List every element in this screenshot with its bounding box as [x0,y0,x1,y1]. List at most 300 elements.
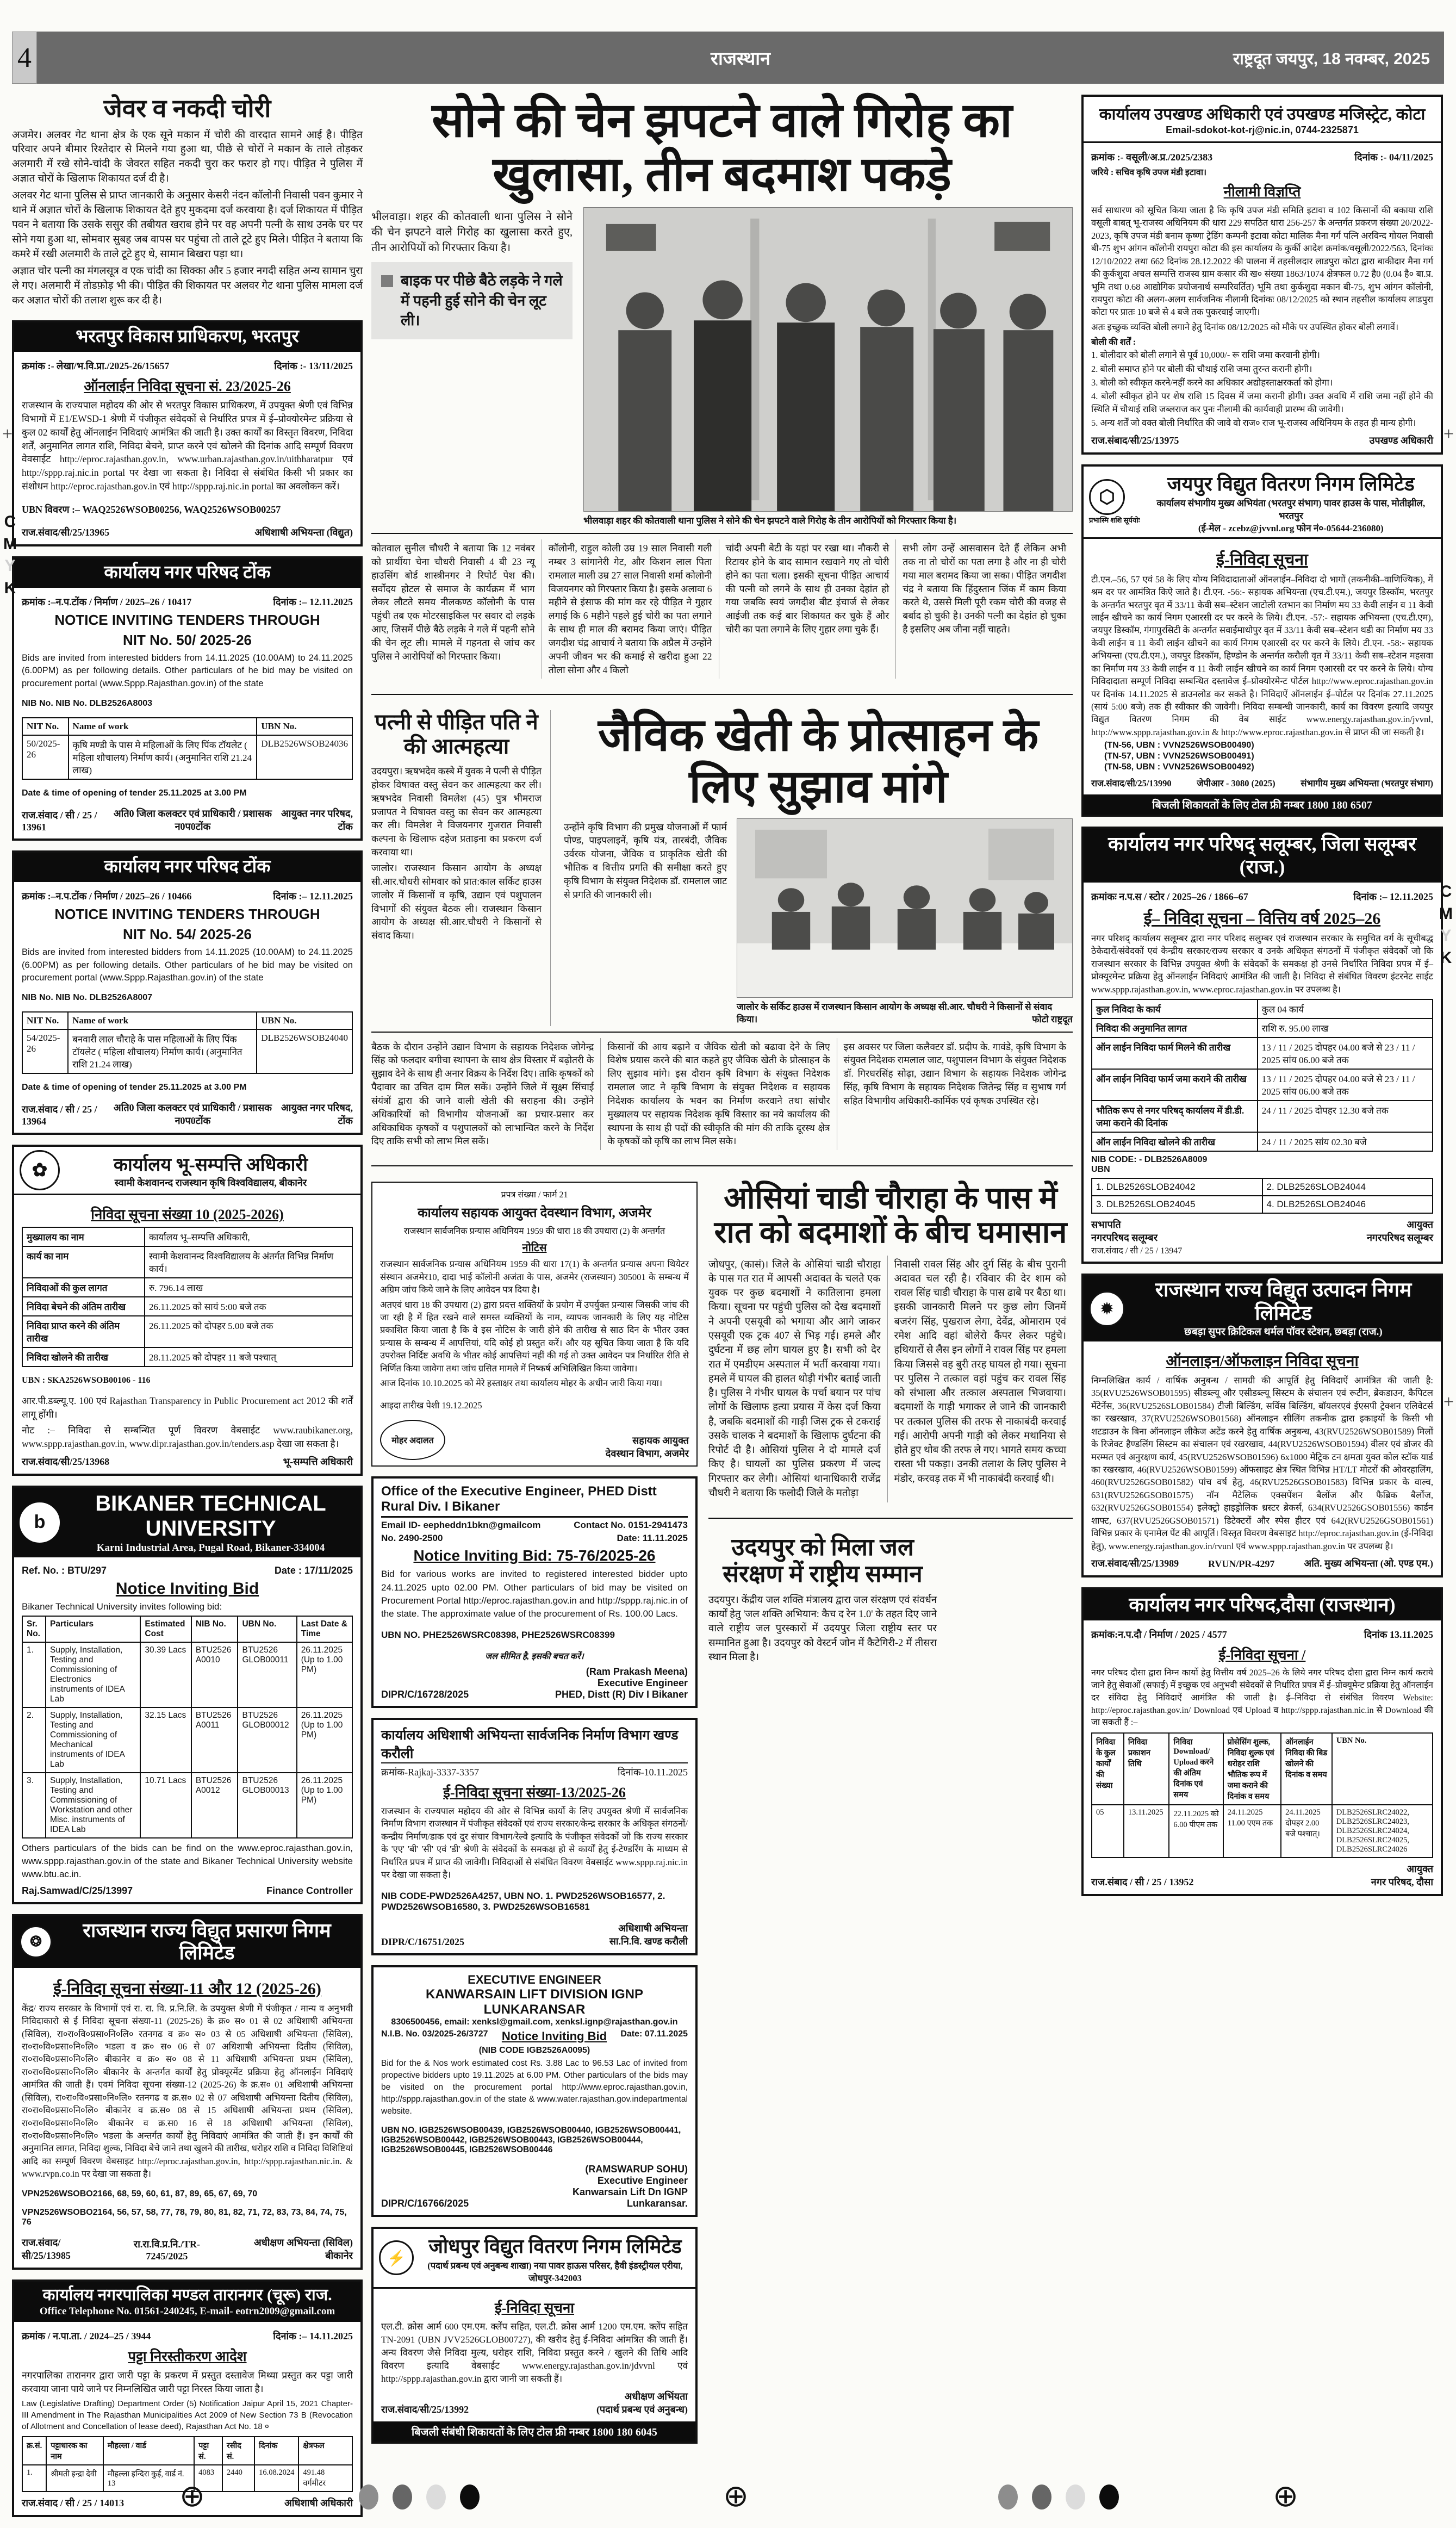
notice-title: BIKANER TECHNICAL UNIVERSITY [95,1491,326,1541]
col-header: रसीद सं. [222,2437,254,2465]
article-jewellery-theft [12,95,363,310]
meeting-photo-figure [737,818,1073,1026]
center-notices [371,1182,698,2444]
notice-date: Date: 07.11.2025 [620,2029,688,2039]
table-row [1092,1178,1433,1196]
press-code: राज.संवाद/सी/25/13968 [22,1456,110,1467]
press-code: राज.संवाद/सी/25/13965 [22,526,110,538]
signatory-name: (RAMSWARUP SOHU) [585,2163,688,2175]
body-column: जोधपुर, (कासं)। जिले के ओसियां चाडी चौराहा के पास गत रात में आपसी अदावत के चलते एक युवक पर कुछ बदमाशों ने कातिलाना हमला किया। सूचना पर पहुंची पुलिस को देख बदमाशों ने अपनी एसयूवी को भगाया और आगे जाकर एसयूवी एक ट्रक 407 से भिड़ गई। हमले और दुर्घटना में छह लोग घायल हुए है। सभी को देर रात में एमडीएम अस्पताल में भर्ती करवाया गया। हमले में घायल की हालत थोड़ी गंभीर बताई जाती है। पुलिस ने गंभीर घायल के पर्चा बयान पर पांच लोगों के खिलाफ हत्या प्रयास में केस दर्ज किया है, जबकि बदमाशों की गाड़ी जिस ट्रक से टकराई उसके चालक ने बदमाशों के खिलाफ दुर्घटना की रिपोर्ट दी है। ओसियां पुलिस ने दो मामले दर्ज किए है। घायलों का पुलिस प्रकरण में जल्द गिरफ्तार कर लेगी। ओसियां थानाधिकारी राजेंद्र चौधरी ने बताया कि फलोदी जिले के मतोड़ा [708,1259,881,1499]
signatory-office: नगरपरिषद सलूम्बर [1091,1232,1158,1244]
cell: 30.39 Lacs [140,1642,191,1707]
cell: Supply, Installation, Testing and Commissioning of Electronics instruments of IDEA Lab [46,1642,140,1707]
notice-note: नोट :– निविदा से सम्बन्धित पूर्ण विवरण वेबसाईट www.raubikaner.org, www.sppp.rajasthan.gov.in, www.dipr.rajasthan.gov.in/tenders.asp देखा जा सकता है। [22,1425,353,1449]
body-column: बैठक के दौरान उन्होंने उद्यान विभाग के सहायक निदेशक जोगेन्द्र सिंह को फलदार बगीचा स्थापना के साथ क्षेत्र विस्तार में बढ़ोतरी के सुझाव देने के साथ ही अनार विक्रय के निर्देश दिए। ताकि कृषकों को पैदावार का उचित दाम मिल सकें। उन्होंने जिले में सूक्ष्म सिंचाई संयंत्रों द्वारा की जाने वाली खेती की सराहना की। उन्होंने अधिकारियों को विभागीय योजनाओं का प्रचार-प्रसार कर अधिकाधिक कृषकों व पशुपालकों को लाभान्वित करने के निर्देश दिए ताकि सभी को लाभ मिल सकें। [371,1041,594,1147]
term-item: 3. बोली को स्वीकृत करने/नहीं करने का अधिकार अद्योहस्ताक्षरकर्ता को होगा। [1091,377,1333,388]
cell: 1. DLB2526SLOB24042 [1092,1178,1262,1196]
notice-body: राजस्थान के राज्यपाल महोदय की ओर से भरतपुर विकास प्राधिकरण, में उपयुक्त श्रेणी एवं विभिन्न विभागों में E1/EWSD-1 श्रेणी में पंजीकृत संवेदकों से निर्धारित प्रपत्र में ई–प्रोक्योरमेन्ट प्रक्रिया से कुल 02 कार्यों हेतु ऑनलाईन निविदाएं आमंत्रित की जाती है। उक्त कार्यों का विस्तृत विवरण, निविदा शर्तें, अनुमानित लागत राशि, निविदा बेचने, प्राप्त करने एवं खोलने की दिनांक आदि सम्पूर्ण विवरण वेवसाईट http://eproc.rajasthan.gov.in, www.urban.rajasthan.gov.in/uitbharatpur एवं http://sppp.raj.nic.in portal पर देखा जा सकता है। निविदा से संबंधित किसी भी प्रकार का संशोधन http://eproc.rajasthan.gov.in एवं http://sppp.raj.nic.in portal का अवलोकन करें। [22,400,353,492]
ubn-list: UBN : SKA2526WSOB00106 - 116 [22,1376,151,1386]
cell: 3. DLB2526SLOB24045 [1092,1196,1262,1213]
cell: निविदा प्राप्त करने की अंतिम तारीख [22,1316,145,1347]
office-code: रा.रा.वि.प्र.नि./TR-7245/2025 [133,2238,200,2262]
notice-ref: Ref. No. : BTU/297 [22,1564,107,1576]
terms-heading: बोली की शर्तें : [1091,338,1136,347]
tollfree-strip: बिजली संबंधी शिकायतों के लिए टोल फ्री नम्बर 1800 180 6045 [374,2421,695,2442]
main-headline: सोने की चेन झपटने वाले गिरोह का खुलासा, तीन बदमाश पकड़े [432,95,1012,201]
article-paragraph: अलवर गेट थाना पुलिस से प्राप्त जानकारी के अनुसार केसरी नंदन कॉलोनी निवासी पवन कुमार ने थाने में अज्ञात चोरों के खिलाफ शिकायत देते हुए मुकदमा दर्ज करवाया है। दर्ज शिकायत में पीड़ित पवन ने बताया कि उसके ससुर की तबीयत खराब होने पर वह अपनी पत्नी के साथ उनके घर पर सोने गया हुआ था, सोमवार सुबह जब वापस घर पहुंचा तो ताले टूटे हुए मिले। पीड़ित ने बताया कि कमरे में रखी अलमारी के ताले टूटे हुए थे, सामान बिखरा पड़ा था। [12,190,363,260]
cell: 24 / 11 / 2025 दोपहर 12.30 बजे तक [1258,1101,1433,1132]
notice-body: टी.एन.–56, 57 एवं 58 के लिए योग्य निविदादाताओं ऑनलाईन–निविदा दो भागों (तकनीकी–वाणिज्यिक), में श्रम दर पर आमंत्रित किऐ जाते है। टी.एन. -56:- सहायक अभियन्ता (एच.टी.एम.), जयपुर डिस्कॉम, भरतपुर के अन्तर्गत भरतपुर वृत में 33/11 केवी सब–स्टेशन जाटोली रतभान का निर्माण मय 33 केवी लाईन व 11 केवी लाईन खीचने का कार्य निगम एआरसी दर पर करने के लिये। टी.एन. -57:- सहायक अभियन्ता (एच.टी.एम), जयपुर डिस्कॉम, गंगापुरसिटी के अन्तर्गत सवाईमाधोपुर वृत में 33/11 केवी सब–स्टेशन थडी का निर्माण मय 33 केवी लाईन व 11 केवी लाईन खीचने का कार्य निगम एआरसी दर पर करने के लिये। टी.एन. -58:- सहायक अभियन्ता (एच.टी.एम.), जयपुर डिस्कॉम, हिण्डोन के अन्तर्गत करौली वृत में 33/11 केवी सब–स्टेशन महसवा का निर्माण मय 33 केवी लाईन व 11 केवी लाईन खीचने का कार्य निगम एआरसी दर पर करने के लिये। योग्य निविदादाता सम्पूर्ण निविदा सम्बन्धित दस्तावेज ई–प्रोक्योरमेन्ट पोर्टल http://www.eproc.rajasthan.gov.in पर दिनांक 14.11.2025 से डाउनलोड कर सकते है। निविदाऐं ऑनलाईन ई–पोर्टल पर दिनांक 27.11.2025 (सायं 5:00 बजे) तक ही स्वीकार की जावेगी। निविदा सम्बन्धी जानकारी, कार्य का विवरण इत्यादि जयपुर विद्युत वितरण निगम की वेब साईट www.energy.rajasthan.gov.in/jvvnl, http://www.sppp.rajasthan.gov.in & http://www.eproc.rajasthan.gov.in से प्राप्त की जा सकती है। [1091,574,1433,737]
caption-text: जालोर के सर्किट हाउस में राजस्थान किसान आयोग के अध्यक्ष सी.आर. चौधरी ने किसानों से संवाद किया। [737,1001,1053,1024]
notice-heading: Notice Inviting Bid: 75-76/2025-26 [413,1547,656,1564]
notice-intro: Bikaner Technical University invites following bid: [22,1601,222,1612]
cell: BTU2526 A0010 [191,1642,238,1707]
cell: कार्यालय भू–सम्पत्ति अधिकारी, [145,1227,352,1246]
table-row [22,1642,352,1707]
col-header: Estimated Cost [140,1616,191,1642]
article-paragraph: अज्ञात चोर पत्नी का मंगलसूत्र व एक चांदी का सिक्का और 5 हजार नगदी सहित अन्य सामान चुरा ले गए। अलमारी में तोडफ़ोड़ भी की। पीड़ित की शिकायत पर अलवर गेट थाना पुलिस मामला दर्ज कर अज्ञात चोरों की तलाश शुरू कर दी है। [12,265,363,307]
table-row [22,1297,352,1316]
table-row [1092,1018,1433,1038]
body-column: कोतवाल सुनील चौधरी ने बताया कि 12 नवंबर को प्रार्थीया चेना चौधरी निवासी 4 बी 23 न्यू हाउसिंग बोर्ड शास्त्रीनगर ने रिपोर्ट पेश की। सर्वोदय होटल से समाज के कार्यक्रम में भाग लेकर लौटते समय नीलकण्ठ कॉलोनी के पास पहुंची तब एक मोटरसाइकिल पर सवार दो लड़के आए, जिसमें पीछे बैठे लड़के ने गले में पहनी सोने की चेन लूट ली। मामले में गहनता से जांच कर पुलिस ने आरोपियों को गिरफ्तार किया। [371,543,535,662]
office-contact: 8306500456, email: xenksl@gmail.com, xenksl.ignp@rajasthan.gov.in [391,2017,678,2027]
edition-dateline: राष्ट्रदूत जयपुर, 18 नवम्बर, 2025 [1233,49,1430,68]
notice-salumber [1081,827,1443,1264]
notice-date: दिनांक 13.11.2025 [1364,1629,1433,1641]
tender-table [22,1011,353,1074]
notice-title: जयपुर विद्युत वितरण निगम लिमिटेड [1167,473,1415,495]
cell: 13 / 11 / 2025 दोपहर 04.00 बजे से 23 / 11 / 2025 सांय 06.00 बजे तक [1258,1038,1433,1069]
signatory: सभापति [1091,1219,1121,1231]
cell: 491.48 वर्गमीटर [298,2465,352,2492]
cell: 05 [1092,1805,1124,1858]
signatory: अधीक्षण अभियन्ता (सिविल) बीकानेर [253,2237,353,2261]
tn-ubn: (TN-56, UBN : VVN2526WSOB00490) [1104,741,1254,750]
cell: 22.11.2025 को 6.00 पीएम तक [1169,1805,1223,1858]
press-code: Raj.Samwad/C/25/13997 [22,1885,133,1896]
notice-heading: पट्टा निरस्तीकरण आदेश [128,2349,247,2365]
notice-body: राजस्थान के राज्यपाल महोदय की ओर से विभिन्न कार्यो के लिए उपयुक्त श्रेणी में सार्वजनिक निर्माण विभाग राजस्थान में पंजीकृत संवेदकों एवं राज्य सरकार/केन्द्र सरकार के अधिकृत संगठनों/कन्द्रीय निर्माण/डाक एवं दुर संचार विभाग/रेल्वे इत्यादि के पंजीकृत संवेदकों जो कि राज्य सरकार के 'एए' 'बी' 'सी' एवं 'डी' श्रेणी के संवेदकों के समकक्ष हो से कार्यों हेतु ई-टेण्डरिंग के माध्यम से निर्धारित प्रपत्र में प्राप्त की जावेगी। निविदाओं से संबंधित विवरण वेबसाईट www.sppp.raj.nic.in पर देखा जा सकता है। [381,1805,688,1880]
table-row [22,1227,352,1246]
col-header: Sr. No. [22,1616,46,1642]
nit-number: NIT No. 50/ 2025-26 [123,631,252,648]
tn-ubn: (TN-57, UBN : VVN2526WSOB00491) [1104,751,1254,761]
color-bar-left [359,2484,480,2510]
notice-title: कार्यालय उपखण्ड अधिकारी एवं उपखण्ड मजिस्ट्रेट, कोटा [1099,105,1426,123]
article-body-columns [371,1038,1073,1151]
cell: ऑन लाईन निविदा फार्म मिलने की तारीख [1092,1038,1258,1069]
table-row [22,1316,352,1347]
press-code: राज.संवाद/सी/25/13990 [1091,778,1172,789]
signatory: अधिशाषी अभियन्ता [618,1922,688,1934]
notice-via: जरिये : सचिव कृषि उपज मंडी इटावा। [1091,168,1207,177]
notice-date: दिनांक :- 04/11/2025 [1354,152,1433,163]
cell: रु. 796.14 लाख [145,1278,352,1297]
cell: 24.11.2025 दोपहर 2.00 बजे पश्चात्। [1281,1805,1332,1858]
cell: मुख्यालय का नाम [22,1227,145,1246]
col-header: प्रोसेसिंग शुल्क, निविदा शुल्क एवं धरोहर राशि भौतिक रूप में जमा कराने की दिनांक व समय [1223,1733,1281,1805]
col-header: दिनांक [254,2437,298,2465]
body-column: कॉलोनी, राहुल कोली उम्र 19 साल निवासी गली नम्बर 3 सांगानेरी गेट, और किशन लाल पिता रामलाल माली उम्र 27 साल निवासी शर्मा कोलोनी विजयनगर को गिरफ्तार किया है। इसके अलावा 6 महीने से इंसाफ की मांग कर रहे पीड़ित ने गुहार लगाई कि 6 महीने पहले हुई चोरी का पता लगाने के साथ ही माल की बरामद किया जाएं। पीड़ित जगदीश चंद्र आचार्य ने बताया कि अप्रैल में उन्होंने अपनी जीवन भर की कमाई से खरीदा हुआ 22 तोला सोना और 4 किलो [548,543,712,675]
signatory: आयुक्त [1407,1219,1433,1231]
notice-rvpn [12,1914,363,2270]
notice-jvvnl-bharatpur [1081,464,1443,817]
table-row [22,1347,352,1367]
cell: 4. DLB2526SLOB24046 [1262,1196,1433,1213]
notice-heading: नीलामी विज्ञप्ति [1223,184,1301,200]
signatory: Finance Controller [266,1885,353,1896]
body-column: इस अवसर पर जिला कलैक्टर डॉ. प्रदीप के. गावंडे, कृषि विभाग के संयुक्त निदेशक रामलाल जाट, पशुपालन विभाग के संयुक्त निदेशक डॉ. गिरधरसिंह सोढ़ा, उद्यान विभाग के सहायक निदेशक जोगेन्द्र सिंह, कृषि विभाग के सहायक निदेशक जितेन्द्र सिंह व सुभाष गर्ग सहित विभागीय अधिकारी-कार्मिक एवं कृषक उपस्थित रहे। [843,1041,1066,1106]
tender-details-table [1091,999,1433,1152]
notice-heading: Notice Inviting Bid [115,1579,259,1598]
signatory: अधीक्षण अभिंयता [624,2391,688,2402]
nib-number: NIB No. NIB No. DLB2526A8007 [22,993,153,1003]
notice-subtitle: कार्यालय संभागीय मुख्य अभियंता (भरतपुर संभाग) पावर हाउस के पास, मोतीझील, भरतपुर [1156,498,1426,521]
left-column [12,95,363,2517]
table-row [1092,999,1433,1018]
cell: DLB2526WSOB24040 [257,1029,352,1073]
notice-bikaner-technical-university [12,1486,363,1904]
notice-title-line2: KANWARSAIN LIFT DIVISION IGNP LUNKARANSAR [425,1986,643,2017]
notice-subtitle: Office Telephone No. 01561-240245, E-mail- eotrn2009@gmail.com [39,2306,335,2318]
press-code: राज.संवाद / सी / 25 / 13947 [1091,1246,1183,1256]
article-paragraph: अजमेर। अलवर गेट थाना क्षेत्र के एक सूने मकान में चोरी की वारदात सामने आई है। पीड़ित परिवार अपने बीमार रिश्तेदार से मिलने गया हुआ था, पीछे से चोरों ने मकान के ताले तोड़कर अलमारी में रखे सोने-चांदी के जेवरत सहित नकदी चुरा कर फरार हो गए। पीड़ित ने पुलिस में अज्ञात चोरों के खिलाफ शिकायत दर्ज दी है। [12,129,363,185]
cell: BTU2526 A0012 [191,1773,238,1838]
notice-subtitle: (पदार्थ प्रबन्ध एवं अनुबन्ध शाखा) नया पावर हाऊस परिसर, हैवी इंडस्ट्रीयल एरीया, जोधपुर-342003 [427,2260,683,2283]
section-title: राजस्थान [711,48,770,69]
btu-logo-icon: b [20,1502,60,1543]
notice-kanwarsain-lift [371,1965,698,2217]
center-articles [708,1182,1073,1667]
col-header: पट्टा सं. [194,2437,222,2465]
signatory: अति. मुख्य अभियन्ता (ओ. एण्ड एम.) [1304,1557,1433,1569]
body-column: किसानों की आय बढ़ाने व जैविक खेती को बढावा देने के लिए विशेष प्रयास करने की बात कहते हुए जैविक खेती के प्रोत्साहन के लिए सुझाव मांगे। इस दौरान कृषि विभाग के संयुक्त निदेशक रामलाल जाट ने कृषि विभाग के संयुक्त निदेशक व सहायक निदेशक कार्यालय के भवन का निर्माण करवाने तथा सांचौर मुख्यालय पर सहायक निदेशक कृषि विस्तार का नये कार्यालय की स्थापना के साथ ही पदों की स्वीकृति की मांग की ताकि दूरस्थ क्षेत्र के कृषकों को कृषि का लाभ मिल सके। [607,1041,830,1147]
cell: BTU2526 A0011 [191,1707,238,1773]
notice-body: आज दिनांक 10.10.2025 को मेरे हस्ताक्षर तथा कार्यालय मोहर के अधीन जारी किया गया। [380,1378,663,1389]
article-organic-farming [371,710,1073,1150]
col-header: Name of work [68,1012,257,1029]
notice-jdvvnl [371,2227,698,2444]
table-row [1092,1101,1433,1132]
col-header: NIT No. [22,1012,68,1029]
university-logo-icon: ✿ [20,1150,60,1190]
pull-quote [371,262,573,339]
table-row [22,1278,352,1297]
term-item: 2. बोली समाप्त होने पर बोली की चौथाई राशि जमा तुरन्त करानी होगी। [1091,363,1312,374]
meeting-photo [737,818,1073,998]
photo-illustration [584,208,1072,511]
cell: 26.11.2025 (Up to 1.00 PM) [297,1707,352,1773]
cell: निविदा बेचने की अंतिम तारीख [22,1297,145,1316]
col-header: ऑनलाईन निविदा की बिड खोलने की दिनांक व समय [1281,1733,1332,1805]
notice-land-property-officer [12,1145,363,1475]
col-header: NIB No. [191,1616,238,1642]
signatory-office: PHED, Distt (R) Div I Bikaner [555,1688,688,1700]
signatory: आयुक्त नगर परिषद, टोंक [281,1102,353,1127]
article-headline: पत्नी से पीड़ित पति ने की आत्महत्या [375,710,538,759]
cell: BTU2526 GLOB00013 [238,1773,296,1838]
photo-credit: फोटो राष्ट्रदूत [1032,1014,1073,1024]
signatory: उपखण्ड अधिकारी [1369,434,1433,446]
signatory: अति0 जिला कलक्टर एवं प्राधिकारी / प्रशासक न0प0टोंक [113,808,272,833]
notice-phed-bikaner [371,1476,698,1708]
col-header: निविदा के कुल कार्यों की संख्या [1092,1733,1124,1805]
notice-heading: NOTICE INVITING TENDERS THROUGH [54,611,320,628]
nib-ref: N.I.B. No. 03/2025-26/3727 [381,2029,488,2039]
cell: ऑन लाईन निविदा खोलने की तारीख [1092,1132,1258,1151]
cmyk-mark-left: C M Y K [3,513,17,597]
notice-rvun-chhabra [1081,1274,1443,1577]
signatory: आयुक्त [1407,1863,1433,1874]
cell: कृषि मण्डी के पास मे महिलाओं के लिए पिंक टॉयलेट ( महिला शौचालय) निर्माण कार्य। (अनुमानित राशि 21.24 लाख) [69,735,257,779]
article-headline: उदयपुर को मिला जल संरक्षण में राष्ट्रीय सम्मान [723,1534,923,1588]
notice-body: अतः इच्छुक व्यक्ति बोली लगाने हेतु दिनांक 08/12/2025 को मौके पर उपस्थित होकर बोली लगावें। [1091,321,1399,332]
notice-title: जोधपुर विद्युत वितरण निगम लिमिटेड [428,2235,682,2257]
col-header: मौहल्ला / वार्ड [103,2437,194,2465]
cell: निविदा खोलने की तारीख [22,1347,145,1367]
photo-caption: भीलवाड़ा शहर की कोतवाली थाना पुलिस ने सोने की चेन झपटने वाले गिरोह के तीन आरोपियों को गिरफ्तार किया है। [583,515,957,526]
jdvvnl-logo-icon: ⚡ [379,2240,414,2275]
table-row [1092,1132,1433,1151]
cell: 1. [22,2465,46,2492]
notice-ref: क्रमांक-Rajkaj-3337-3357 [381,1766,480,1778]
notice-body: अतएवं धारा 18 की उपधारा (2) द्वारा प्रदत्त शक्तियों के प्रयोग में उपर्युक्त प्रन्यास जिसकी जांच की जा रही है में हित रखने वाले समस्त व्यक्तियों के नाम, व्यापक जानकारी के लिए यह नोटिस प्रकाशित किया जाता है कि वे इस नोटिस के जारी होने की तारीख से साठ दिन के भीतर उक्त प्रन्यास के सम्बन्ध में आपत्तियां, यदि कोई हो प्रस्तुत करें। और यह सूचित किया जाता है कि यदि उपरोक्त निर्दिष्ट अवधि के भीतर कोई आपत्तियां नहीं की गई तो उक्त आवेदन पत्र निर्धारित रीति से निर्णित किया जावेगा तथा जांच ग्रसित मामले में निष्कर्ष अभिलिखित किया जावेगा। [380,1299,689,1374]
form-number: प्रपत्र संख्या / फार्म 21 [501,1190,568,1200]
cell: मौहल्ला इन्दिरा कुई, वार्ड नं. 13 [103,2465,194,2492]
col-header: क्षेत्रफल [298,2437,352,2465]
table-row [1092,1805,1433,1858]
notice-date: दिनांक :– 12.11.2025 [273,891,353,902]
cell: राशि रु. 95.00 लाख [1258,1018,1433,1038]
notice-ref: क्रमांक :–न.प.टोंक / निर्माण / 2025–26 / 10417 [22,596,192,607]
col-header: Last Date & Time [297,1616,352,1642]
cell: कार्य का नाम [22,1246,145,1278]
notice-title: कार्यालय भू-सम्पत्ति अधिकारी [113,1155,308,1176]
notice-law-reference: Law (Legislative Drafting) Department Order (5) Notification Jaipur April 15, 2021 Chapter-III Amendment in The Rajasthan Municipalities Act 2009 of New Section 73 B (Revocation of Allotment and Concellation of lease deed), Rajasthan Act No. 18 ० [22,2399,353,2432]
cell: कुल 04 कार्य [1258,999,1433,1018]
masthead-bar [37,32,1444,84]
notice-body: नगर परिषद दौसा द्वारा निम्न कार्यो हेतु वित्तीय वर्ष 2025–26 के लिये नगर परिषद दौसा द्वारा निम्न कार्य कराये जाने हेतु सेवाओं (सफाई) में इच्छुक एवं अनुभवी संवेदकों से निर्धारित प्रपत्र में ई–प्रोक्यूमेन्ट प्रक्रिया हेतु ऑनलाईन दर संविदा हेतु निविदाऐं आमंत्रित की जाती है। ई–निविदा से संबंधित विवरण Website: http://eproc.rajasthan.gov.in/ Download एवं Upload व http://sppp.rajasthan.nic.in से Download की जा सकती हैं :– [1091,1668,1433,1728]
hearing-date: आइदा तारीख पेशी 19.12.2025 [380,1400,482,1411]
cell: 2440 [222,2465,254,2492]
article-headline: जेवर व नकदी चोरी [103,95,271,122]
notice-subtitle: छबड़ा सुपर क्रिटिकल थर्मल पॉवर स्टेशन, छबड़ा (राज.) [1184,1326,1383,1338]
ubn-list: UBN NO. IGB2526WSOB00439, IGB2526WSOB00440, IGB2526WSOB00441, IGB2526WSOB00442, IGB2526WSOB00443, IGB2526WSOB00444, IGB2526WSOB00445, IGB2526WSOB00446 [381,2126,681,2154]
cell: Supply, Installation, Testing and Commissioning of Workstation and other Misc. instruments of IDEA Lab [46,1773,140,1838]
cell: 2. DLB2526SLOB24044 [1262,1178,1433,1196]
notice-ref: क्रमांक / न.पा.ता. / 2024–25 / 3944 [22,2331,151,2342]
notice-date: दिनांक :– 14.11.2025 [273,2331,353,2342]
cell: 4083 [194,2465,222,2492]
cell: 28.11.2025 को दोपहर 11 बजे पश्चात् [145,1347,352,1367]
notice-tonk-nit-50 [12,556,363,841]
term-item: 5. अन्य शर्तें जो वक्त बोली निर्धारित की जावे वो राज० राज भू-राजस्व अधिनियम के तहत ही मान्य होगी। [1091,418,1416,428]
notice-heading: निविदा सूचना संख्या 10 (2025-2026) [91,1207,284,1223]
cell: 1. [22,1642,46,1707]
tender-details-table [22,1227,353,1367]
press-code: राज.संवाद / सी / 25 / 13961 [22,810,97,833]
tn-ubn: (TN-58, UBN : VVN2526WSOB00492) [1104,762,1254,772]
article-body-continued: जालोर। राजस्थान किसान आयोग के अध्यक्ष सी.आर.चौधरी सोमवार को प्रात:काल सर्किट हाउस जालोर में किसानों व कृषि, उद्यान एवं पशुपालन विभागों की संयुक्त बैठक ली। राजस्थान किसान आयोग के अध्यक्ष सी.आर.चौधरी ने किसानों से संवाद किया। [371,862,542,941]
table-row [1092,1196,1433,1213]
photo-illustration [737,819,1072,997]
article-headline: जैविक खेती के प्रोत्साहन के लिए सुझाव मांगे [598,710,1038,812]
cell: 26.11.2025 (Up to 1.00 PM) [297,1773,352,1838]
col-header: पट्टाधारक का नाम [46,2437,103,2465]
signatory: आयुक्त नगर परिषद, टोंक [281,808,353,833]
notice-subtitle: Karni Industrial Area, Pugal Road, Bikaner-334004 [96,1542,325,1554]
table-row [22,735,352,779]
notice-dausa [1081,1587,1443,1896]
registration-cross: + [2,424,13,444]
tollfree-strip: बिजली शिकायतों के लिए टोल फ्री नम्बर 1800 180 6507 [1084,794,1441,815]
notice-body: एल.टी. क्रोस आर्म 600 एम.एम. क्लेंप सहित, एल.टी. क्रोस आर्म 1200 एम.एम. क्लेंप सहित TN-2091 (UBN JVV2526GLOB00727), की खरीद हेतु ई-निविदा आंमत्रित की जाती हैं। अन्य विवरण जैसे निविदा मुल्य, धरोहर राशि, निविदा प्रस्तुत करने / खुलने की तिथि आदि विवरण इत्यादि वेबसाईट www.energy.rajasthan.gov.in/jdvvnl एवं http://sppp.rajasthan.gov.in द्वारा जानी जा सकती हैं। [381,2321,688,2384]
col-header: UBN No. [1332,1733,1433,1805]
notice-title: EXECUTIVE ENGINEER [468,1972,601,1986]
cell: स्वामी केशवानन्द विश्वविद्यालय के अंतर्गत विभिन्न निर्माण कार्य। [145,1246,352,1278]
cell: 54/2025-26 [22,1029,68,1073]
cell: 24.11.2025 11.00 एएम तक [1223,1805,1281,1858]
ubn-table [1091,1178,1433,1214]
notice-body: Bid for the & Nos work estimated cost Rs. 3.88 Lac to 96.53 Lac of invited from propective bidders upto 19.11.2025 at 6.00 PM. Other particulars of the bids may be visited on the procurement portal http://www.eproc.rajasthan.gov.in, http://sppp.rajasthan.gov.in of the state & www.water.rajasthan.gov.indepartmental website. [381,2058,688,2116]
notice-heading: ई– निविदा सूचना – वित्तिय वर्ष 2025–26 [1143,910,1381,928]
notice-title: राजस्थान राज्य विद्युत प्रसारण निगम लिमिटेड [83,1919,331,1964]
cell: 24 / 11 / 2025 सांय 02.30 बजे [1258,1132,1433,1151]
nib-code: (NIB CODE IGB2526A0095) [478,2045,590,2055]
col-header: क्र.सं. [22,2437,46,2465]
cell: 2. [22,1707,46,1773]
masthead [12,32,1444,84]
notice-subtitle: Email-sdokot-kot-rj@nic.in, 0744-2325871 [1166,125,1359,135]
article-body: उदयपुरा। ऋषभदेव कस्बे में युवक ने पत्नी से पीड़ित होकर विषाक्त वस्तु सेवन कर आत्महत्या कर ली। ऋषभदेव निवासी विमलेश (45) पुत्र भीमराज प्रजापत ने विषाक्त वस्तु का सेवन कर आत्महत्या कर ली। विमलेश ने विजयनगर गुजरात निवासी कल्पना के खिलाफ दहेज प्रताड़ना का प्रकरण दर्ज करवाया था। [371,766,542,858]
notice-bharatpur-development-authority [12,320,363,546]
center-column [371,95,1073,2444]
col-header: निविदा प्रकाशन तिथि [1124,1733,1169,1805]
table-row [1092,1069,1433,1101]
police-lineup-photo-figure [583,207,1073,527]
notice-body: Bid for various works are invited to registered interested bidder upto 24.11.2025 upto 02.00 PM. Other particulars of bid may be visited on Procurement Portal http://eproc.rajasthan.gov.in and http://sppp.raj.nic.in of the state. The approximate value of the procurement of Rs. 100.00 Lacs. [381,1569,688,1619]
cell: 16.08.2024 [254,2465,298,2492]
page-number: 4 [12,32,37,84]
ubn-label: UBN [1091,1165,1110,1175]
office-code: RVUN/PR-4297 [1208,1558,1275,1569]
nit-number: NIT No. 54/ 2025-26 [123,926,252,943]
notice-body: निम्नलिखित कार्य / वार्षिक अनुबन्ध / सामग्री की आपूर्ति हेतु निविदाऐं आमंत्रित की जाती है: 35(RVU2526WSOB01595) सीडब्ल्यू और एसीडब्ल्यू सिस्टम के संचालन एवं रूटीन, ब्रेकडाउन, कैपिटल मेंटेनेंस, 36(RVU2526SLOB01584) टीजी बिल्डिंग, सर्विस बिल्डिंग, बॉयलरएवं ईएसपी ट्रेक्शन एलिवेटर्स का रखरखाव, 37(RVU2526WSOB01568) ऑनलाइन सीलिंग तकनीक द्वारा इकाइयों के किसी भी शटडाउन के बिना ऑनलाइन लीकेज अटेंड करने हेतु वार्षिक अनुबन्ध, 43(RVU2526WSOB01589) मिलों के रिजेक्ट हैण्डलिंग सिस्टम का संचालन एवं रखरखाव, 44(RVU2526WSOB01594) वीलर एवं डोजर की मरम्मत एवं अनुरक्षण कार्य, 45(RVU2526WSOB01596) 6x1000 मेट्रिक टन क्षमता युक्त कोल स्टॉक यार्ड का रखरखाव, 46(RVU2526WSOB01599) ऑफसाइट क्षेत्र स्थित विभिन्न HT/LT मोटरों की ओवरहालिंग, 460(RVU2526GSOB01582) पांच वर्ष हेतु, 46(RVU2526GSOB01583) विभिन्न प्रकार के वाल्व, 631(RVU2526GSOB01575) नॉन मैटेलिक एक्सपेंशन बैलोंज और फैब्रिक बैलोंज, 632(RVU2526GSOB01554) इलेक्ट्रो हाइड्रोलिक थ्रस्टर ब्रेकर्स, 634(RVU2526GSOB01556) कार्डन शाफ्ट, 637(RVU2526GSOB01571) डिटेक्टरों और स्पेस हीटर एवं 642(RVU2526GSOB01561) विभिन्न प्रकार के एनामेल पेंट की आपूर्ति। विस्तृत विवरण वेबसाइट http://eproc.rajasthan.gov.in (ई-निविदा हेतु), www.energy.rajasthan.gov.in/rvunl एवं www.sppp.rajasthan.gov.in पर उपलब्ध है। [1091,1375,1433,1551]
notice-heading: ई-निविदा सूचना [494,2300,575,2316]
press-code: राज.संवाद/सी/25/13989 [1091,1557,1179,1569]
quote-bullet-icon [381,275,393,287]
cell: ऑन लाईन निविदा फार्म जमा कराने की तारीख [1092,1069,1258,1101]
tender-table [1091,1732,1433,1858]
office-code: जेपीआर - 3080 (2025) [1197,778,1275,789]
notice-ref: No. 2490-2500 [381,1533,443,1544]
notice-ref: क्रमांक:न.प.दौ / निर्माण / 2025 / 4577 [1091,1629,1227,1641]
article-osian-clash [708,1182,1073,1502]
signatory: सहायक आयुक्त [632,1435,689,1446]
signatory: अधिशाषी अभियन्ता (विद्युत) [254,526,353,538]
col-header: UBN No. [257,718,352,735]
notice-heading: ई-निविदा सूचना / [1218,1647,1306,1663]
press-code: राज.संवाद/सी/25/13985 [22,2237,71,2261]
notice-body: Bids are invited from interested bidders from 14.11.2025 (10.00AM) to 24.11.2025 (6.00PM) as per following details. Other particulars of he bid may be visited on procurement portal (www.Sppp.Rajasthan.gov.in) of the state [22,653,353,688]
court-seal-stamp: मोहर अदालत [380,1420,445,1460]
signatory-office: देवस्थान विभाग, अजमेर [605,1448,689,1459]
col-header: Particulars [46,1616,140,1642]
ubn-list: UBN NO. PHE2526WSRC08398, PHE2526WSRC08399 [381,1629,615,1640]
signatory-name: (Ram Prakash Meena) [586,1666,688,1677]
cell: निविदाओं की कुल लागत [22,1278,145,1297]
notice-title: कार्यालय नगर परिषद,दौसा (राजस्थान) [1084,1589,1441,1620]
cell: कुल निविदा के कार्य [1092,999,1258,1018]
table-row [22,1707,352,1773]
term-item: 4. बोली स्वीकृत होने पर शेष राशि 15 दिवस में जमा करानी होगी। उक्त अवधि में राशि जमा नहीं होने की स्थिति में चौथाई राशि जब्लराज कर पुनः नीलामी की कार्यवाही प्रारम्भ की जावेगी। [1091,391,1433,414]
ubn-list: VPN2526WSOBO2166, 68, 59, 60, 61, 87, 89, 65, 67, 69, 70 [22,2189,258,2198]
notice-ref: क्रमांक :- वसूली/अ.प्र./2025/2383 [1091,152,1213,163]
signatory-office: सा.नि.वि. खण्ड करौली [609,1935,688,1947]
rvun-logo-icon: ✹ [1089,1291,1125,1327]
notice-tonk-nit-54 [12,850,363,1135]
cell: बनवारी लाल चौराहे के पास महिलाओं के लिए पिंक टॉयलेट ( महिला शौचालय) निर्माण कार्य। (अनुमानित राशि 21.24 लाख) [68,1029,257,1073]
crosshair-mark: ⊕ [1273,2479,1298,2513]
cell: भौतिक रूप से नगर परिषद् कार्यालय में डी.डी. जमा कराने की दिनांक [1092,1101,1258,1132]
signatory-place: Lunkaransar. [626,2197,688,2209]
notice-ref: क्रमांक :–न.प.टोंक / निर्माण / 2025–26 / 10466 [22,891,192,902]
signatory-office: (पदार्थ प्रबन्ध एवं अनुबन्ध) [596,2404,688,2415]
notice-body: नगरपालिका तारानगर द्वारा जारी पट्टा के प्रकरण में प्रस्तुत दस्तावेज मिथ्या प्रस्तुत कर पट्टा जारी करवाया जाना पाये जाने पर निम्नलिखित जारी पट्टा निरस्त किया जाता है। [22,2370,353,2394]
notice-title: राजस्थान राज्य विद्युत उत्पादन निगम लिमिटेड [1155,1279,1412,1325]
notice-devsthan-ajmer [371,1182,698,1467]
col-header: UBN No. [257,1012,352,1029]
photo-caption [737,1001,1073,1026]
rvpn-logo-icon: ❂ [20,1925,52,1958]
notice-date: Date : 17/11/2025 [274,1564,353,1576]
col-header: निविदा Download/ Upload करने की अंतिम दिनांक एवं समय [1169,1733,1223,1805]
notice-body: केंद्र/ राज्य सरकार के विभागों एवं रा. रा. वि. प्र.नि.लि. के उपयुक्त श्रेणी में पंजीकृत / मान्य व अनुभवी निविदाकारो से ई निविदा सूचना संख्या-11 (2025-26) के क्र० स० 01 से 02 अधिशाषी अभियन्ता (सिविल), रा०रा०वि०प्रसा०नि०लि० रतनगढ व क्र० स० 03 से 05 अधिशाषी अभियन्ता (सिविल), रा०रा०वि०प्रसा०नि०लि० भडला व क्र० स० 06 से 07 अधिशाषी अभियन्ता दितीय (सिविल), रा०रा०वि०प्रसा०नि०लि० बीकानेर व क्र० स० 08 से 11 अधिशाषी अभियन्ता प्रथम (सिविल), रा०रा०वि०प्रसा०नि०लि० बीकानेर के अन्तर्गत कार्यों हेतु प्रोक्यूरमेंट प्रक्रिया हेतु ऑनलाईन निविदाएं आमंत्रित की जाती हैं। एवमं निविदा सूचना संख्या-12 (2025-26) के क्र.स० 01 अधिशाषी अभियन्ता (सिविल), रा०रा०वि०प्रसा०नि०लि० रतनगढ व क्र.स० 02 से 07 अधिशाषी अभियन्ता दितीय (सिविल), रा०रा०वि०प्रसा०नि०लि० बीकानेर व क्र.स० 08 से 15 अधिशाषी अभियन्ता प्रथम (सिविल), रा०रा०वि०प्रसा०नि०लि० बीकानेर व क्र.स0 16 से 18 अधिशाषी अभियन्ता (सिविल), रा०रा०वि०प्रसा०नि०लि० भडला के अन्तर्गत कार्यों हेतु निविदाएं आमंत्रित की जाती हैं। इन कार्यों की अनुमानित लागत, निविदा शुल्क, निविदा बेचे जाने तथा खुलने की तारीख, धरोहर राशि व निविदा विशिष्टियां आदि का सम्पूर्ण विवरण वेबसाइट http://eproc.rajasthan.gov.in, http://sppp.rajasthan.nic.in. & www.rvpn.co.in पर देखा जा सकता है। [22,2003,353,2179]
notice-date: दिनांक-10.11.2025 [617,1766,688,1778]
article-udaipur-water-award [708,1534,937,1667]
body-column: चांदी अपनी बेटी के यहां पर रखा था। नौकरी से रिटायर होने के बाद सामान रखवाने गए तो चोरी होने का पता चला। इसकी सूचना पीड़ित आचार्य की पत्नी को लगने के साथ ही उनका देहांत हो गया जबकि स्वयं जगदीश बीट इंचार्ज से लेकर आईजी तक कई बार शिकायत कर चुके हैं और चोरी का पता लगाने के लिए गुहार लगा चुके हैं। [725,543,889,635]
notice-title: कार्यालय नगर परिषद टोंक [14,853,360,882]
police-lineup-photo [583,207,1073,512]
notice-heading: ऑनलाइन/ऑफलाइन निविदा सूचना [1166,1353,1359,1370]
notice-heading: ई-निविदा सूचना संख्या-13/2025-26 [443,1784,626,1800]
notice-pwd-karauli [371,1718,698,1955]
press-code: राज.संबाद/सी/25/13975 [1091,434,1179,446]
notice-subtitle: राजस्थान सार्वजनिक प्रन्यास अधिनियम 1959 की धारा 18 की उपधारा (2) के अन्तर्गत [403,1227,665,1237]
opening-datetime: Date & time of opening of tender 25.11.2025 at 3.00 PM [22,1083,247,1092]
notice-subtitle: स्वामी केशवानन्द राजस्थान कृषि विश्वविद्यालय, बीकानेर [114,1177,307,1189]
table-row [22,1029,352,1073]
cell: 50/2025-26 [22,735,69,779]
ubn-list: UBN विवरण :– WAQ2526WSOB00256, WAQ2526WSOB00257 [22,504,281,515]
logo-motto: प्रभास्मि शशि सूर्ययोः [1089,515,1140,524]
ubn-list: VPN2526WSOBO2164, 56, 57, 58, 77, 78, 79, 80, 81, 82, 71, 72, 83, 73, 84, 74, 75, 76 [22,2207,347,2227]
notice-contact: (ई-मेल - zcebz@jvvnl.org फोन नं०-05644-236080) [1198,523,1384,533]
article-body-columns [371,539,1073,679]
term-item: 1. बोलीदार को बोली लगाने से पूर्व 10,000/- रू राशि जमा करवानी होगी। [1091,350,1320,361]
bid-table [22,1616,353,1838]
notice-heading: नोटिस [522,1242,547,1254]
crosshair-mark: ⊕ [179,2479,205,2513]
notice-heading: ई-निविदा सूचना संख्या-11 और 12 (2025-26) [53,1979,321,1998]
notice-title: कार्यालय नगरपालिका मण्डल तारानगर (चूरू) राज. [42,2285,332,2304]
notice-heading: ई-निविदा सूचना [1216,550,1308,569]
press-code: राज.संवाद/सी/25/13992 [381,2404,469,2415]
press-code: राज.संबाद / सी / 25 / 13952 [1091,1876,1194,1887]
color-bar-right [998,2484,1119,2510]
jvvnl-logo-icon: ⬡ [1089,479,1125,515]
notice-body: नगर परिशद् कार्यालय सलूम्बर द्वारा नगर परिशद सलुम्बर एवं राजस्थान सरकार के समुचित वर्ग के सूचीबद्ध ठेकेदारों/संवेदकों एवं केन्द्रीय सरकार/राज्य सरकार व उनके अधिकृत संगठनों में पंजीकृत संवेदकों जो कि राजस्थान सरकार के विभिन्न उपयुक्त श्रेणी के संवेदकों के समकक्ष हो उनसे निर्धारित निविदा प्रपत्र में ई–प्रोक्यूरमेन्ट प्रक्रिया हेतु ऑनलाईन निविदाएं आमंत्रित की जाती है। निविदा से संबंधित विवरण इंटरनेट साईट www.sppp.rajasthan.gov.in, www.eproc.rajasthan.gov.in पर उपलब्ध है। [1091,933,1433,995]
